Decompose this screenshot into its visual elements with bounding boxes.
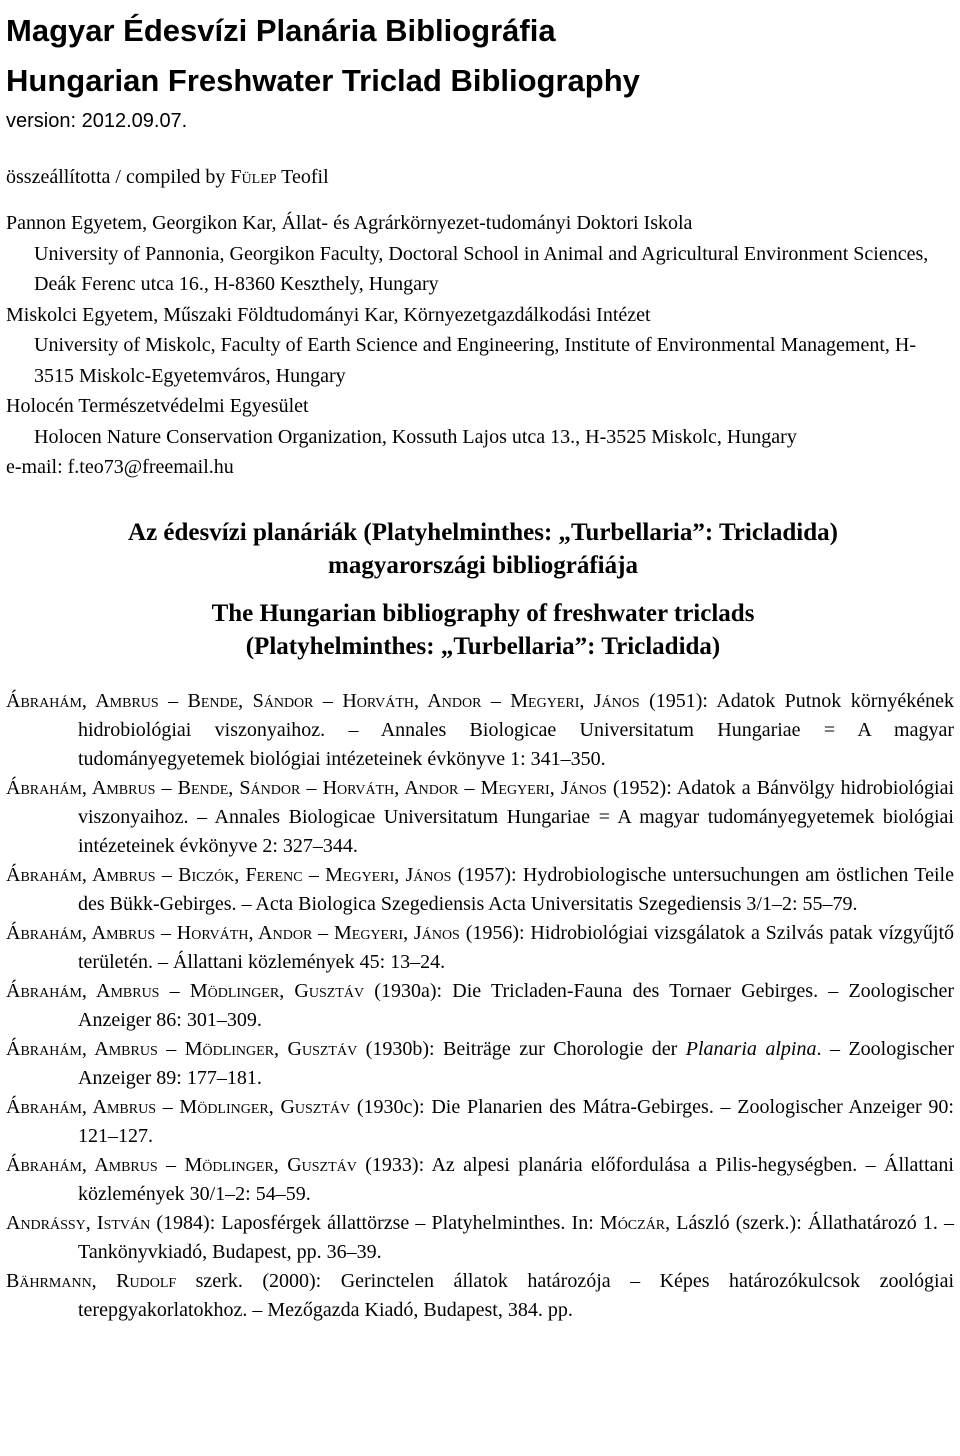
ref-authors: Ábrahám, Ambrus – Biczók, Ferenc – Megyeri, János [6,864,452,886]
ref-text: Adatok Putnok környékének hidrobiológiai viszonyaihoz. – Annales Biologicae Universitatum Hungariae = A magyar tudományegyetemek biológiai intézeteinek évkönyve 1: 341–350. [78,690,954,770]
ref-text-post: , László (szerk.): Állathatározó 1. – Tankönyvkiadó, Budapest, pp. 36–39. [78,1212,954,1263]
ref-year: (1930a): [364,980,453,1002]
reference-entry [6,977,954,1035]
institution-1-hu: Pannon Egyetem, Georgikon Kar, Állat- és Agrárkörnyezet-tudományi Doktori Iskola [6,212,693,234]
ref-editor-name: Móczár [599,1212,666,1234]
ref-year: (1957): [451,864,523,886]
reference-entry [6,861,954,919]
institution-1-en: University of Pannonia, Georgikon Faculty, Doctoral School in Animal and Agricultural Environment Sciences, Deák Ferenc utca 16., H-8360 Keszthely, Hungary [34,242,929,295]
ref-year: (1952): [606,777,677,799]
main-title-en-line2: (Platyhelminthes: „Turbellaria”: Tricladida) [245,633,721,660]
reference-entry [6,774,954,861]
ref-year: (1956): [459,922,531,944]
ref-text: Die Planarien des Mátra-Gebirges. – Zoologischer Anzeiger 90: 121–127. [78,1096,954,1147]
reference-list [6,687,954,1325]
ref-text: Hidrobiológiai vizsgálatok a Szilvás patak vízgyűjtő területén. – Állattani közlemények 45: 13–24. [78,922,954,973]
compiler-line [6,162,960,192]
institution-2-hu: Miskolci Egyetem, Műszaki Földtudományi Kar, Környezetgazdálkodási Intézet [6,303,651,326]
ref-text: Die Tricladen-Fauna des Tornaer Gebirges. – Zoologischer Anzeiger 86: 301–309. [78,980,954,1031]
ref-text: Gerinctelen állatok határozója – Képes határozókulcsok zoológiai terepgyakorlatokhoz. – Mezőgazda Kiadó, Budapest, 384. pp. [78,1270,955,1321]
ref-authors: Ábrahám, Ambrus – Bende, Sándor – Horváth, Andor – Megyeri, János [6,690,640,712]
ref-text-pre: Laposférgek állattörzse – Platyhelminthes. In: [221,1212,600,1234]
ref-year: (1930c): [350,1096,432,1118]
ref-authors: Ábrahám, Ambrus – Bende, Sándor – Horváth, Andor – Megyeri, János [6,777,607,799]
bibliography-title-en: Hungarian Freshwater Triclad Bibliography [6,63,640,98]
ref-authors: Ábrahám, Ambrus – Horváth, Andor – Megyeri, János [6,922,460,944]
main-title-en-line1: The Hungarian bibliography of freshwater triclads [211,600,755,627]
ref-year: (1930b): [357,1038,444,1060]
ref-year: (1984): [150,1212,222,1234]
reference-entry [6,1151,954,1209]
ref-authors: Ábrahám, Ambrus – Mödlinger, Gusztáv [6,1038,358,1060]
reference-entry [6,1093,954,1151]
compiler-given: Teofil [276,166,329,188]
institution-3-hu: Holocén Természetvédelmi Egyesület [6,395,309,417]
reference-entry [6,1267,954,1325]
compiler-prefix: összeállította / compiled by [6,166,231,188]
version-line: version: 2012.09.07. [6,110,188,132]
reference-entry [6,1209,954,1267]
institution-block [6,208,960,452]
ref-text: Az alpesi planária előfordulása a Pilis-hegységben. – Állattani közlemények 30/1–2: 54–59. [78,1154,954,1205]
ref-text-post: . – Zoologischer Anzeiger 89: 177–181. [78,1038,954,1089]
main-title-hu-line1: Az édesvízi planáriák (Platyhelminthes: „Turbellaria”: Tricladida) [128,519,838,546]
reference-entry [6,687,954,774]
institution-2-en: University of Miskolc, Faculty of Earth Science and Engineering, Institute of Environmental Management, H-3515 Miskolc-Egyetemváros, Hungary [34,334,916,387]
ref-text-pre: Beiträge zur Chorologie der [443,1038,686,1060]
reference-entry [6,919,954,977]
ref-text: Adatok a Bánvölgy hidrobiológiai viszonyaihoz. – Annales Biologicae Universitatum Hungariae = A magyar tudományegyetemek biológiai intézeteinek évkönyve 2: 327–344. [78,777,955,857]
bibliography-title-hu: Magyar Édesvízi Planária Bibliográfia [6,13,556,48]
ref-year: (1933): [356,1154,432,1176]
reference-entry [6,1035,954,1093]
ref-authors: Bährmann, Rudolf [6,1270,177,1292]
ref-year: szerk. (2000): [176,1270,341,1292]
email-line: e-mail: f.teo73@freemail.hu [6,456,234,478]
ref-authors: Ábrahám, Ambrus – Mödlinger, Gusztáv [6,1096,351,1118]
ref-text: Hydrobiologische untersuchungen am östlichen Teile des Bükk-Gebirges. – Acta Biologica Szegediensis Acta Universitatis Szegediensis 3/1–2: 55–79. [78,864,954,915]
ref-authors: Ábrahám, Ambrus – Mödlinger, Gusztáv [6,980,365,1002]
institution-3-en: Holocen Nature Conservation Organization, Kossuth Lajos utca 13., H-3525 Miskolc, Hungary [34,425,797,448]
ref-species-name: Planaria alpina [685,1038,817,1060]
main-title-hu-line2: magyarországi bibliográfiája [328,552,638,579]
ref-authors: Ábrahám, Ambrus – Mödlinger, Gusztáv [6,1154,357,1176]
compiler-surname: Fülep [230,166,277,188]
ref-year: (1951): [639,690,717,712]
ref-authors: Andrássy, István [6,1212,151,1234]
